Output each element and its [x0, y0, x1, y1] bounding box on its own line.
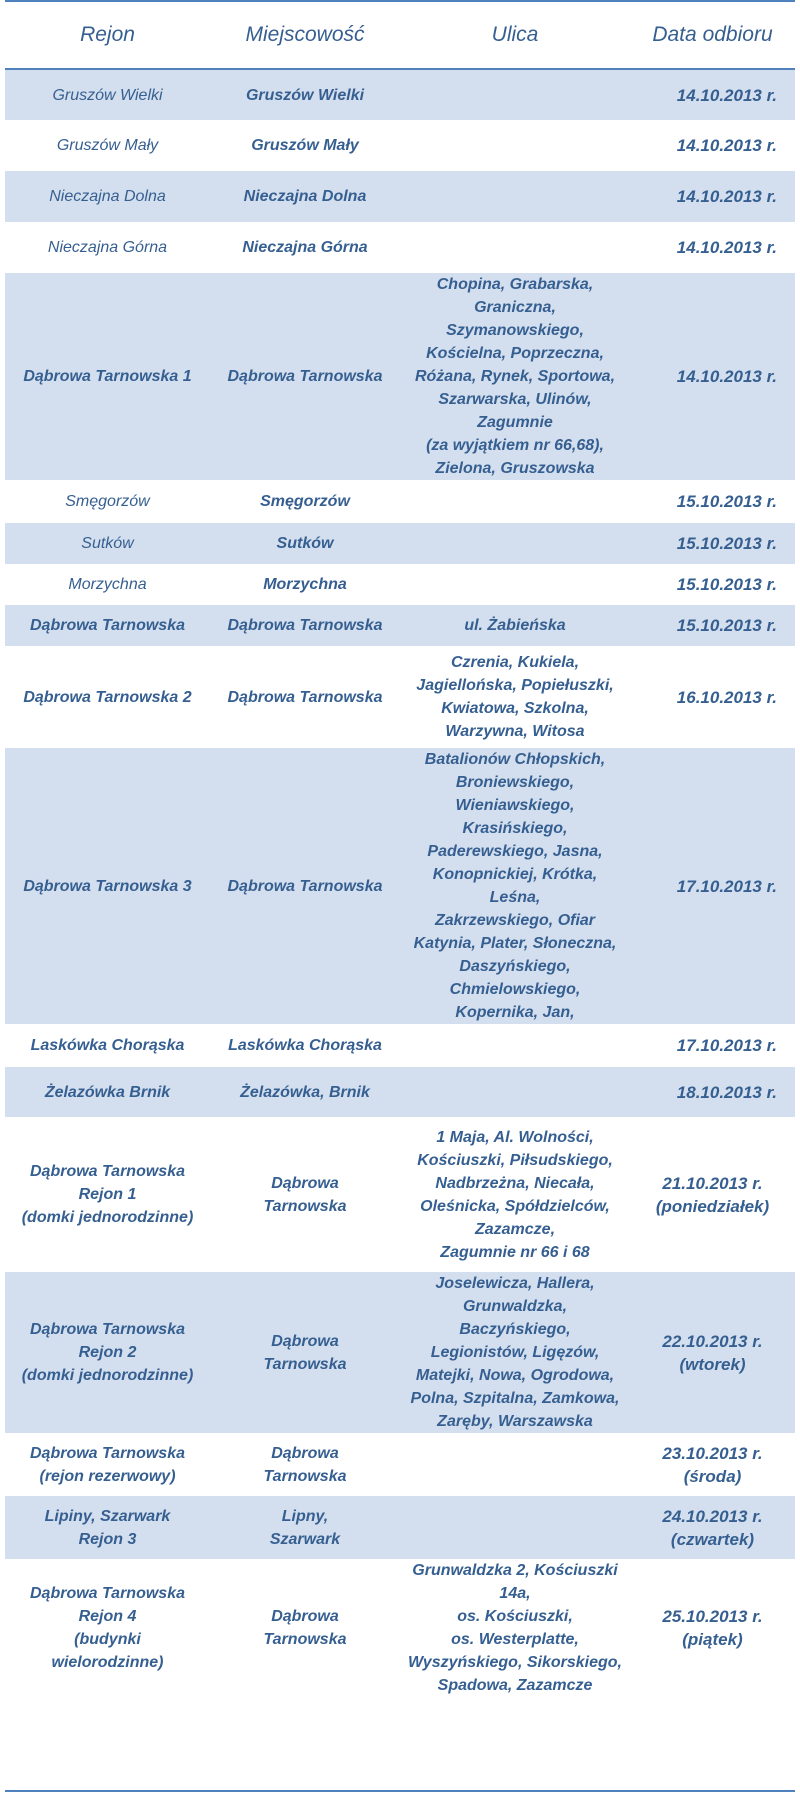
date-cell — [630, 1559, 795, 1697]
date-cell — [630, 564, 795, 605]
region-cell — [5, 480, 210, 523]
street-line: Spadowa, Zazamcze — [437, 1677, 593, 1694]
street-line: os. Kościuszki, — [457, 1608, 573, 1625]
street-line: (za wyjątkiem nr 66,68), — [426, 437, 604, 454]
region-line: Dąbrowa Tarnowska — [29, 1321, 185, 1338]
town-cell — [210, 1024, 400, 1067]
region-line: (domki jednorodzinne) — [21, 1209, 194, 1226]
region-line: Dąbrowa Tarnowska — [29, 617, 185, 634]
street-cell — [400, 564, 630, 605]
street-line: 14a, — [499, 1585, 531, 1602]
street-line: Zazamcze, — [474, 1220, 556, 1238]
town-line: Dąbrowa Tarnowska — [227, 877, 383, 895]
town-cell — [210, 1559, 400, 1697]
date-cell — [630, 1117, 795, 1272]
date-line: 15.10.2013 r. — [676, 616, 777, 635]
region-line: Rejon 4 — [78, 1608, 137, 1625]
region-line: Nieczajna Dolna — [49, 188, 166, 205]
date-cell — [630, 120, 795, 171]
street-line: os. Westerplatte, — [451, 1631, 579, 1648]
street-line: Paderewskiego, Jasna, — [427, 843, 603, 860]
region-line: Sutków — [81, 535, 134, 552]
date-cell — [630, 1433, 795, 1496]
table-row — [5, 480, 795, 523]
region-line: (budynki — [74, 1631, 141, 1648]
street-line: Wyszyńskiego, Sikorskiego, — [407, 1654, 622, 1671]
date-line: 15.10.2013 r. — [676, 492, 777, 511]
region-cell — [5, 273, 210, 480]
table-row — [5, 605, 795, 646]
date-cell — [630, 171, 795, 222]
table-body — [5, 69, 795, 1697]
street-line: Oleśnicka, Spółdzielców, — [420, 1197, 610, 1215]
town-line: Dąbrowa — [271, 1332, 339, 1350]
street-line: Grunwaldzka, Baczyńskiego, — [459, 1298, 571, 1338]
street-cell — [400, 1272, 630, 1433]
table-row — [5, 222, 795, 273]
town-line: Nieczajna Dolna — [243, 188, 367, 205]
region-cell — [5, 1496, 210, 1559]
street-line: Krasińskiego, — [462, 820, 568, 837]
street-line: Zagumnie nr 66 i 68 — [440, 1243, 590, 1261]
region-line: Rejon 3 — [78, 1530, 137, 1548]
date-line: 14.10.2013 r. — [676, 187, 777, 206]
town-line: Gruszów Wielki — [245, 86, 365, 104]
town-line: Laskówka Chorąska — [228, 1037, 382, 1054]
date-cell — [630, 273, 795, 480]
date-cell — [630, 1272, 795, 1433]
street-cell — [400, 605, 630, 646]
town-line: Dąbrowa Tarnowska — [227, 688, 383, 706]
town-line: Szarwark — [269, 1530, 341, 1548]
region-cell — [5, 120, 210, 171]
date-cell — [630, 748, 795, 1024]
town-line: Lipny, — [281, 1507, 329, 1525]
street-line: Jagiellońska, Popiełuszki, — [416, 677, 614, 694]
street-line: Konopnickiej, Krótka, Leśna, — [432, 866, 598, 906]
date-line: 24.10.2013 r. — [662, 1506, 763, 1526]
street-line: Zagumnie — [477, 414, 553, 431]
table-row — [5, 171, 795, 222]
street-line: Kościelna, Poprzeczna, — [426, 345, 604, 362]
region-line: Rejon 2 — [78, 1344, 137, 1361]
town-line: Dąbrowa Tarnowska — [227, 368, 383, 385]
town-cell — [210, 1067, 400, 1117]
date-line: 14.10.2013 r. — [676, 367, 777, 386]
region-cell — [5, 1024, 210, 1067]
street-line: Szarwarska, Ulinów, — [438, 391, 592, 408]
town-line: Smęgorzów — [260, 493, 350, 510]
street-line: Warzywna, Witosa — [445, 723, 585, 740]
street-line: Kopernika, Jan, — [455, 1004, 575, 1021]
street-line: Broniewskiego, — [455, 774, 575, 791]
table-row — [5, 1496, 795, 1559]
header-street: Ulica — [400, 2, 630, 69]
region-cell — [5, 1433, 210, 1496]
town-cell — [210, 1433, 400, 1496]
street-line: Czrenia, Kukiela, — [450, 654, 580, 671]
date-cell — [630, 1067, 795, 1117]
street-cell — [400, 523, 630, 564]
street-cell — [400, 1117, 630, 1272]
street-line: Chmielowskiego, — [449, 981, 581, 998]
date-line: 25.10.2013 r. — [662, 1607, 763, 1626]
region-line: Nieczajna Górna — [47, 239, 168, 256]
region-line: Dąbrowa Tarnowska 2 — [23, 688, 192, 706]
town-cell — [210, 1496, 400, 1559]
street-cell — [400, 1433, 630, 1496]
region-cell — [5, 1559, 210, 1697]
region-line: Laskówka Chorąska — [30, 1037, 185, 1054]
town-line: Dąbrowa — [271, 1444, 339, 1462]
town-line: Tarnowska — [263, 1631, 347, 1648]
date-cell — [630, 605, 795, 646]
town-line: Żelazówka, Brnik — [240, 1083, 370, 1101]
table-row — [5, 1024, 795, 1067]
town-line: Sutków — [276, 535, 334, 552]
street-line: ul. Żabieńska — [464, 617, 566, 634]
table-row — [5, 748, 795, 1024]
date-line: 15.10.2013 r. — [676, 534, 777, 553]
date-cell — [630, 480, 795, 523]
street-line: Chopina, Grabarska, — [436, 276, 594, 293]
region-cell — [5, 564, 210, 605]
table-row — [5, 1272, 795, 1433]
town-cell — [210, 646, 400, 748]
street-cell — [400, 222, 630, 273]
date-line: 23.10.2013 r. — [662, 1443, 763, 1463]
region-line: Morzychna — [68, 576, 147, 593]
town-cell — [210, 1272, 400, 1433]
street-line: Polna, Szpitalna, Zamkowa, — [410, 1390, 620, 1407]
street-line: Katynia, Plater, Słoneczna, — [413, 935, 617, 952]
region-cell — [5, 222, 210, 273]
town-cell — [210, 120, 400, 171]
date-line: (czwartek) — [670, 1529, 755, 1549]
street-line: Kościuszki, Piłsudskiego, — [417, 1151, 613, 1169]
street-line: Legionistów, Ligęzów, — [430, 1344, 600, 1361]
header-region: Rejon — [5, 2, 210, 69]
town-line: Dąbrowa — [271, 1174, 339, 1192]
street-line: Zaręby, Warszawska — [437, 1413, 593, 1430]
date-line: 17.10.2013 r. — [676, 1036, 777, 1055]
town-line: Nieczajna Górna — [242, 239, 368, 256]
town-cell — [210, 564, 400, 605]
town-cell — [210, 222, 400, 273]
street-cell — [400, 120, 630, 171]
street-cell — [400, 646, 630, 748]
date-cell — [630, 523, 795, 564]
region-line: Żelazówka Brnik — [44, 1083, 171, 1101]
header-town: Miejscowość — [210, 2, 400, 69]
region-cell — [5, 646, 210, 748]
date-cell — [630, 646, 795, 748]
region-line: Gruszów Wielki — [52, 86, 163, 104]
town-line: Dąbrowa — [271, 1608, 339, 1625]
town-line: Tarnowska — [263, 1197, 347, 1215]
header-row — [5, 2, 795, 69]
region-line: (rejon rezerwowy) — [39, 1467, 176, 1485]
street-cell — [400, 1067, 630, 1117]
town-line: Tarnowska — [263, 1467, 347, 1485]
region-line: Dąbrowa Tarnowska — [29, 1444, 185, 1462]
date-line: (środa) — [683, 1466, 742, 1486]
town-line: Tarnowska — [263, 1355, 347, 1373]
region-line: wielorodzinne) — [51, 1654, 164, 1671]
street-line: Kwiatowa, Szkolna, — [441, 700, 589, 717]
date-cell — [630, 1496, 795, 1559]
town-cell — [210, 273, 400, 480]
date-line: 15.10.2013 r. — [676, 575, 777, 594]
street-line: Matejki, Nowa, Ogrodowa, — [415, 1367, 615, 1384]
table-row — [5, 273, 795, 480]
street-cell — [400, 1496, 630, 1559]
town-cell — [210, 171, 400, 222]
date-line: 18.10.2013 r. — [676, 1082, 777, 1102]
street-cell — [400, 1559, 630, 1697]
town-cell — [210, 69, 400, 120]
date-line: 14.10.2013 r. — [676, 85, 777, 105]
region-cell — [5, 1272, 210, 1433]
table-row — [5, 1117, 795, 1272]
street-line: Nadbrzeżna, Niecała, — [435, 1174, 595, 1192]
date-line: 16.10.2013 r. — [676, 687, 777, 707]
street-line: Zielona, Gruszowska — [435, 460, 595, 477]
table-row — [5, 1067, 795, 1117]
town-line: Morzychna — [263, 576, 347, 593]
date-line: 17.10.2013 r. — [676, 876, 777, 896]
town-cell — [210, 748, 400, 1024]
date-line: 21.10.2013 r. — [662, 1173, 763, 1193]
region-line: Dąbrowa Tarnowska — [29, 1163, 185, 1180]
table-row — [5, 1433, 795, 1496]
street-line: Grunwaldzka 2, Kościuszki — [412, 1562, 618, 1579]
street-line: 1 Maja, Al. Wolności, — [436, 1128, 594, 1146]
street-line: Joselewicza, Hallera, — [435, 1275, 595, 1292]
date-line: 14.10.2013 r. — [676, 136, 777, 155]
street-line: Różana, Rynek, Sportowa, — [414, 368, 616, 385]
date-line: (piątek) — [682, 1630, 743, 1649]
street-cell — [400, 1024, 630, 1067]
town-line: Gruszów Mały — [251, 137, 359, 154]
town-cell — [210, 605, 400, 646]
region-cell — [5, 748, 210, 1024]
table-row — [5, 646, 795, 748]
region-cell — [5, 69, 210, 120]
region-cell — [5, 605, 210, 646]
region-cell — [5, 523, 210, 564]
street-line: Wieniawskiego, — [455, 797, 575, 814]
date-line: (wtorek) — [679, 1354, 746, 1374]
street-cell — [400, 273, 630, 480]
date-line: (poniedziałek) — [655, 1196, 770, 1216]
date-cell — [630, 69, 795, 120]
region-line: Lipiny, Szarwark — [44, 1507, 171, 1525]
region-cell — [5, 1117, 210, 1272]
region-cell — [5, 171, 210, 222]
street-line: Daszyńskiego, — [459, 958, 571, 975]
region-line: Smęgorzów — [65, 493, 150, 510]
region-line: Gruszów Mały — [56, 137, 159, 154]
date-line: 14.10.2013 r. — [676, 238, 777, 257]
date-cell — [630, 1024, 795, 1067]
street-cell — [400, 69, 630, 120]
table-row — [5, 69, 795, 120]
town-cell — [210, 480, 400, 523]
table-row — [5, 1559, 795, 1697]
region-line: (domki jednorodzinne) — [21, 1367, 194, 1384]
date-line: 22.10.2013 r. — [662, 1331, 763, 1351]
region-line: Rejon 1 — [78, 1186, 137, 1203]
street-cell — [400, 748, 630, 1024]
region-line: Dąbrowa Tarnowska — [29, 1585, 185, 1602]
street-line: Graniczna, Szymanowskiego, — [446, 299, 584, 339]
region-line: Dąbrowa Tarnowska 1 — [23, 368, 192, 385]
table-row — [5, 523, 795, 564]
town-line: Dąbrowa Tarnowska — [227, 617, 383, 634]
street-cell — [400, 480, 630, 523]
town-cell — [210, 523, 400, 564]
table-row — [5, 564, 795, 605]
region-cell — [5, 1067, 210, 1117]
town-cell — [210, 1117, 400, 1272]
street-line: Batalionów Chłopskich, — [424, 751, 606, 768]
date-cell — [630, 222, 795, 273]
header-date: Data odbioru — [630, 2, 795, 69]
table-row — [5, 120, 795, 171]
bottom-rule — [5, 1790, 795, 1792]
street-line: Zakrzewskiego, Ofiar — [434, 912, 596, 929]
region-line: Dąbrowa Tarnowska 3 — [23, 877, 192, 895]
street-cell — [400, 171, 630, 222]
collection-schedule-table — [5, 2, 795, 1697]
